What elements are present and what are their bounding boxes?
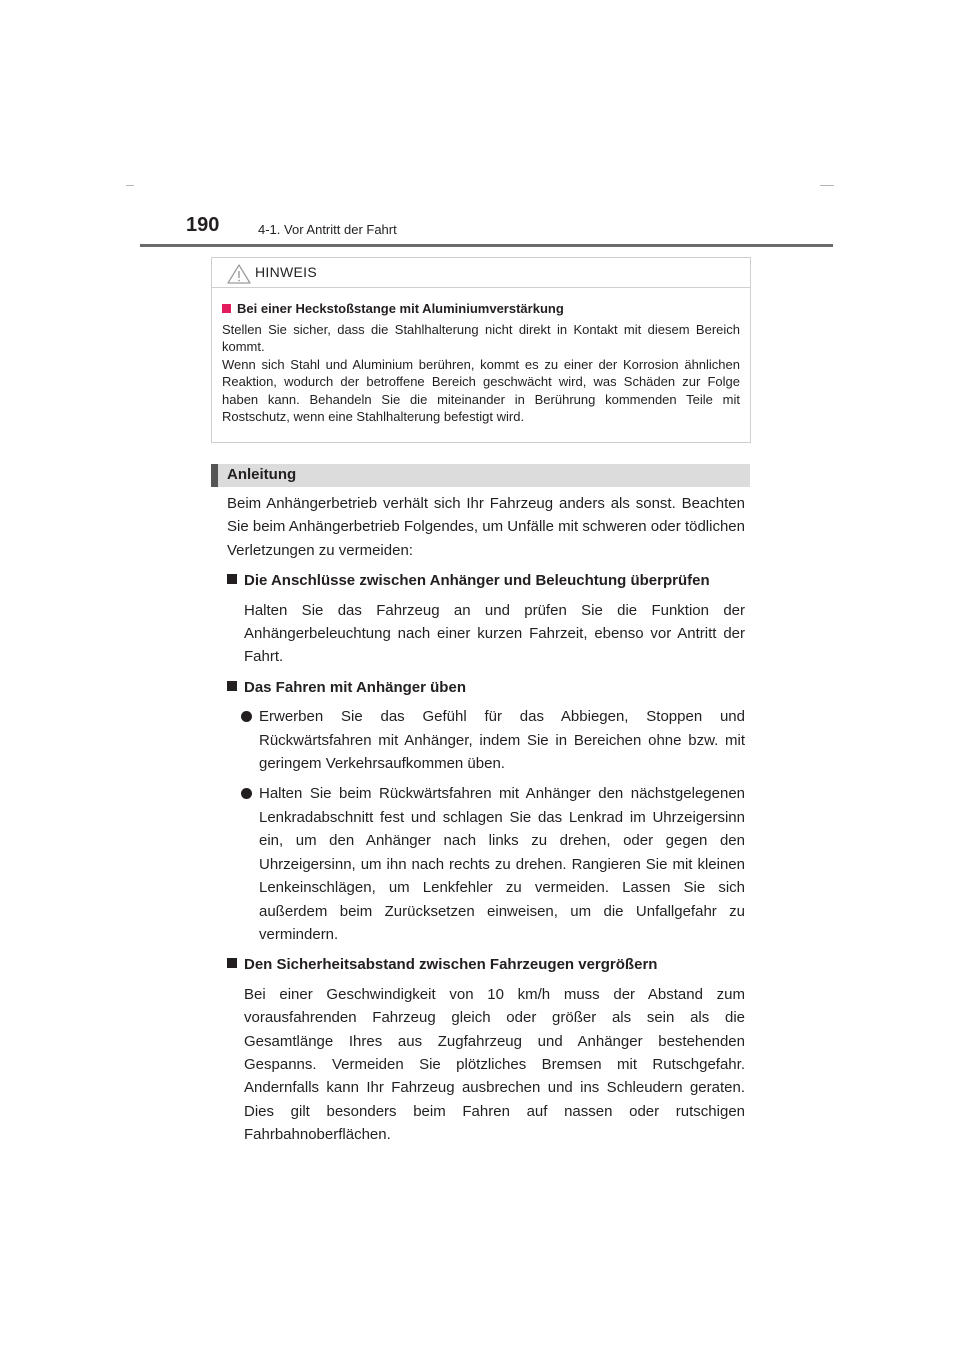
square-bullet-icon: [227, 574, 237, 584]
main-content: [227, 492, 745, 1154]
notice-body: [212, 288, 750, 426]
square-bullet-icon: [227, 958, 237, 968]
list-item-text: Halten Sie beim Rückwärtsfahren mit Anhänger den nächstgelegenen Lenkradabschnitt fest und schlagen Sie das Lenkrad im Uhrzeigersinn ein, um den Anhänger nach links zu drehen, oder gegen den Uhrzeigersinn, um ihn nach rechts zu drehen. Rangieren Sie mit kleinen Lenkeinschlägen, um Lenkfehler zu vermeiden. Lassen Sie sich außerdem beim Zurücksetzen einweisen, um die Unfallgefahr zu vermindern.: [259, 785, 745, 943]
page-number: 190: [186, 214, 220, 236]
square-bullet-icon: [227, 681, 237, 691]
list-item-text: Erwerben Sie das Gefühl für das Abbiegen, Stoppen und Rückwärtsfahren mit Anhänger, indem Sie in Bereichen ohne bzw. mit geringem Verkehrsaufkommen üben.: [259, 708, 745, 773]
anleitung-accent: [211, 464, 218, 487]
notice-box: [211, 257, 751, 443]
section-1-body: Halten Sie das Fahrzeug an und prüfen Sie die Funktion der Anhängerbeleuchtung nach einer kurzen Fahrzeit, ebenso vor Antritt der Fahrt.: [244, 601, 745, 666]
round-bullet-icon: [241, 711, 252, 722]
anleitung-bar: [211, 464, 750, 487]
notice-heading: [222, 300, 740, 318]
section-3-body: Bei einer Geschwindigkeit von 10 km/h muss der Abstand zum vorausfahrenden Fahrzeug gleich oder größer als sein als die Gesamtlänge Ihres aus Zugfahrzeug und Anhänger bestehenden Gespanns. Vermeiden Sie plötzliches Bremsen mit Rutschgefahr. Andernfalls kann Ihr Fahrzeug ausbrechen und ins Schleudern geraten. Dies gilt besonders beim Fahren auf nassen oder rutschigen Fahrbahnoberflächen.: [244, 985, 745, 1144]
section-3-heading-text: Den Sicherheitsabstand zwischen Fahrzeugen vergrößern: [244, 956, 658, 974]
section-title: 4-1. Vor Antritt der Fahrt: [258, 222, 397, 237]
list-item: [227, 705, 745, 775]
notice-heading-text: Bei einer Heckstoßstange mit Aluminiumverstärkung: [237, 301, 564, 316]
section-1-heading-text: Die Anschlüsse zwischen Anhänger und Beleuchtung überprüfen: [244, 572, 710, 590]
list-item: [227, 782, 745, 946]
section-1-heading: [227, 569, 745, 592]
section-3-heading: [227, 953, 745, 976]
section-2-heading: [227, 676, 745, 699]
notice-paragraph-1: Stellen Sie sicher, dass die Stahlhalterung nicht direkt in Kontakt mit diesem Bereich kommt.: [222, 321, 740, 354]
red-square-bullet-icon: [222, 304, 231, 313]
round-bullet-icon: [241, 788, 252, 799]
section-2-heading-text: Das Fahren mit Anhänger üben: [244, 678, 466, 696]
header-rule: [140, 244, 833, 247]
crop-mark-right: [820, 185, 834, 186]
notice-title: HINWEIS: [255, 264, 317, 280]
warning-triangle-icon: [227, 264, 251, 284]
crop-mark-left: [126, 185, 134, 186]
notice-paragraph-2: Wenn sich Stahl und Aluminium berühren, kommt es zu einer der Korrosion ähnlichen Reaktion, wodurch der betroffene Bereich geschwächt wird, was Schäden zur Folge haben kann. Behandeln Sie die miteinander in Berührung kommenden Teile mit Rostschutz, wenn eine Stahlhalterung befestigt wird.: [222, 356, 740, 424]
intro-paragraph: Beim Anhängerbetrieb verhält sich Ihr Fahrzeug anders als sonst. Beachten Sie beim Anhängerbetrieb Folgendes, um Unfälle mit schweren oder tödlichen Verletzungen zu vermeiden:: [227, 495, 745, 559]
notice-header: [212, 258, 750, 288]
anleitung-title: Anleitung: [227, 466, 297, 483]
